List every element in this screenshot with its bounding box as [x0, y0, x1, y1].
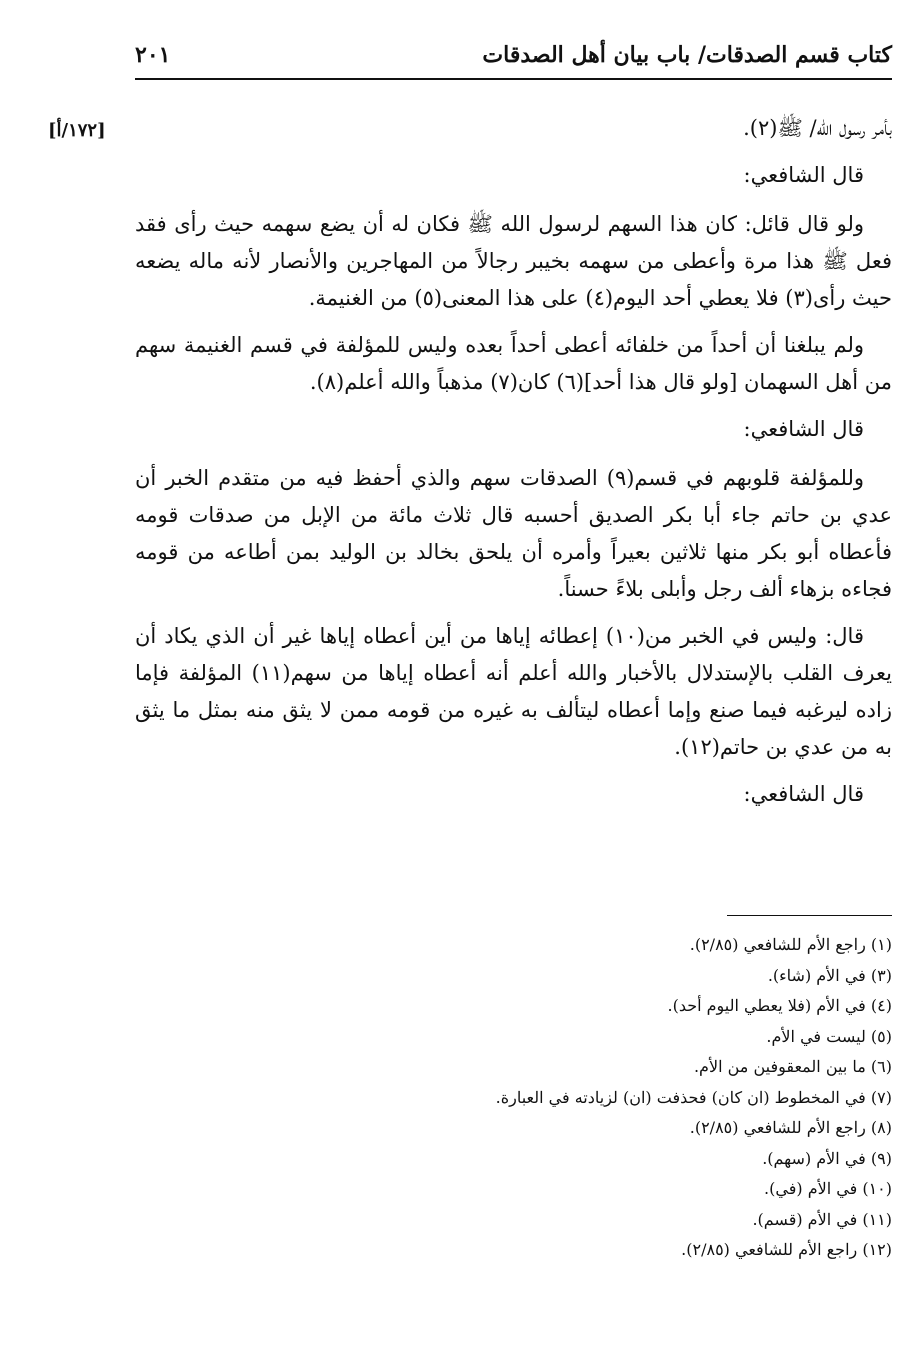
running-header — [135, 38, 892, 80]
footnote: (٤) في الأم (فلا يعطي اليوم أحد). — [667, 996, 892, 1015]
main-text — [135, 110, 892, 825]
section-heading: قال الشافعي: — [743, 163, 864, 187]
paragraph: ولو قال قائل: كان هذا السهم لرسول الله ﷺ فكان له أن يضع سهمه حيث رأى فقد فعل ﷺ هذا مرة وأعطى من سهمه بخيبر رجالاً من المهاجرين والأنصار لأنه ماله يضعه حيث رأى(٣) فلا يعطي أحد اليوم(٤) على هذا المعنى(٥) من الغنيمة. — [135, 212, 892, 310]
footnote: (٨) راجع الأم للشافعي (٢/٨٥). — [689, 1118, 892, 1137]
footnote: (٥) ليست في الأم. — [766, 1026, 892, 1046]
section-heading: قال الشافعي: — [743, 782, 864, 806]
section-heading: قال الشافعي: — [743, 417, 864, 441]
paragraph: وللمؤلفة قلوبهم في قسم(٩) الصدقات سهم والذي أحفظ فيه من متقدم الخبر أن عدي بن حاتم جاء أبا بكر الصديق أحسبه قال ثلاث مائة من الإبل من صدقات قومه فأعطاه أبو بكر منها ثلاثين بعيراً وأمره أن يلحق بخالد بن الوليد بمن أطاعه من قومه فجاءه بزهاء ألف رجل وأبلى بلاءً حسناً. — [135, 466, 892, 601]
paragraph: ولم يبلغنا أن أحداً من خلفائه أعطى أحداً بعده وليس للمؤلفة في قسم الغنيمة سهم من أهل السهمان [ولو قال هذا أحد](٦) كان(٧) مذهباً والله أعلم(٨). — [135, 333, 892, 394]
page-number: ٢٠١ — [135, 42, 171, 68]
footnote: (١٠) في الأم (في). — [764, 1179, 892, 1198]
manuscript-folio-reference: [١٧٢/أ] — [48, 120, 106, 141]
footnote: (١١) في الأم (قسم). — [752, 1209, 892, 1229]
footnote-list — [135, 930, 892, 1266]
paragraph: قال: وليس في الخبر من(١٠) إعطائه إياها من أين أعطاه إياها غير أن الذي يكاد أن يعرف القلب بالإستدلال بالأخبار والله أعلم أنه أعطاه إياها من سهم(١١) المؤلفة فإما زاده ليرغبه فيما صنع وإما أعطاه ليتألف به غيره من قومه ممن لا يثق منه بمثل ما يثق به من عدي بن حاتم(١٢). — [135, 624, 892, 759]
footnote-divider — [727, 915, 892, 916]
footnotes — [135, 915, 892, 1266]
footnote: (٩) في الأم (سهم). — [762, 1148, 892, 1168]
footnote: (٣) في الأم (شاء). — [767, 965, 892, 985]
footnote: (١) راجع الأم للشافعي (٢/٨٥). — [689, 935, 892, 954]
header-title: كتاب قسم الصدقات/ باب بيان أهل الصدقات — [482, 42, 892, 68]
footnote: (٧) في المخطوط (ان كان) فحذفت (ان) لزيادته في العبارة. — [495, 1087, 892, 1107]
footnote: (١٢) راجع الأم للشافعي (٢/٨٥). — [681, 1240, 892, 1259]
footnote: (٦) ما بين المعقوفين من الأم. — [693, 1057, 892, 1076]
paragraph: بأمر رسول الله/ ﷺ(٢). — [743, 116, 892, 140]
